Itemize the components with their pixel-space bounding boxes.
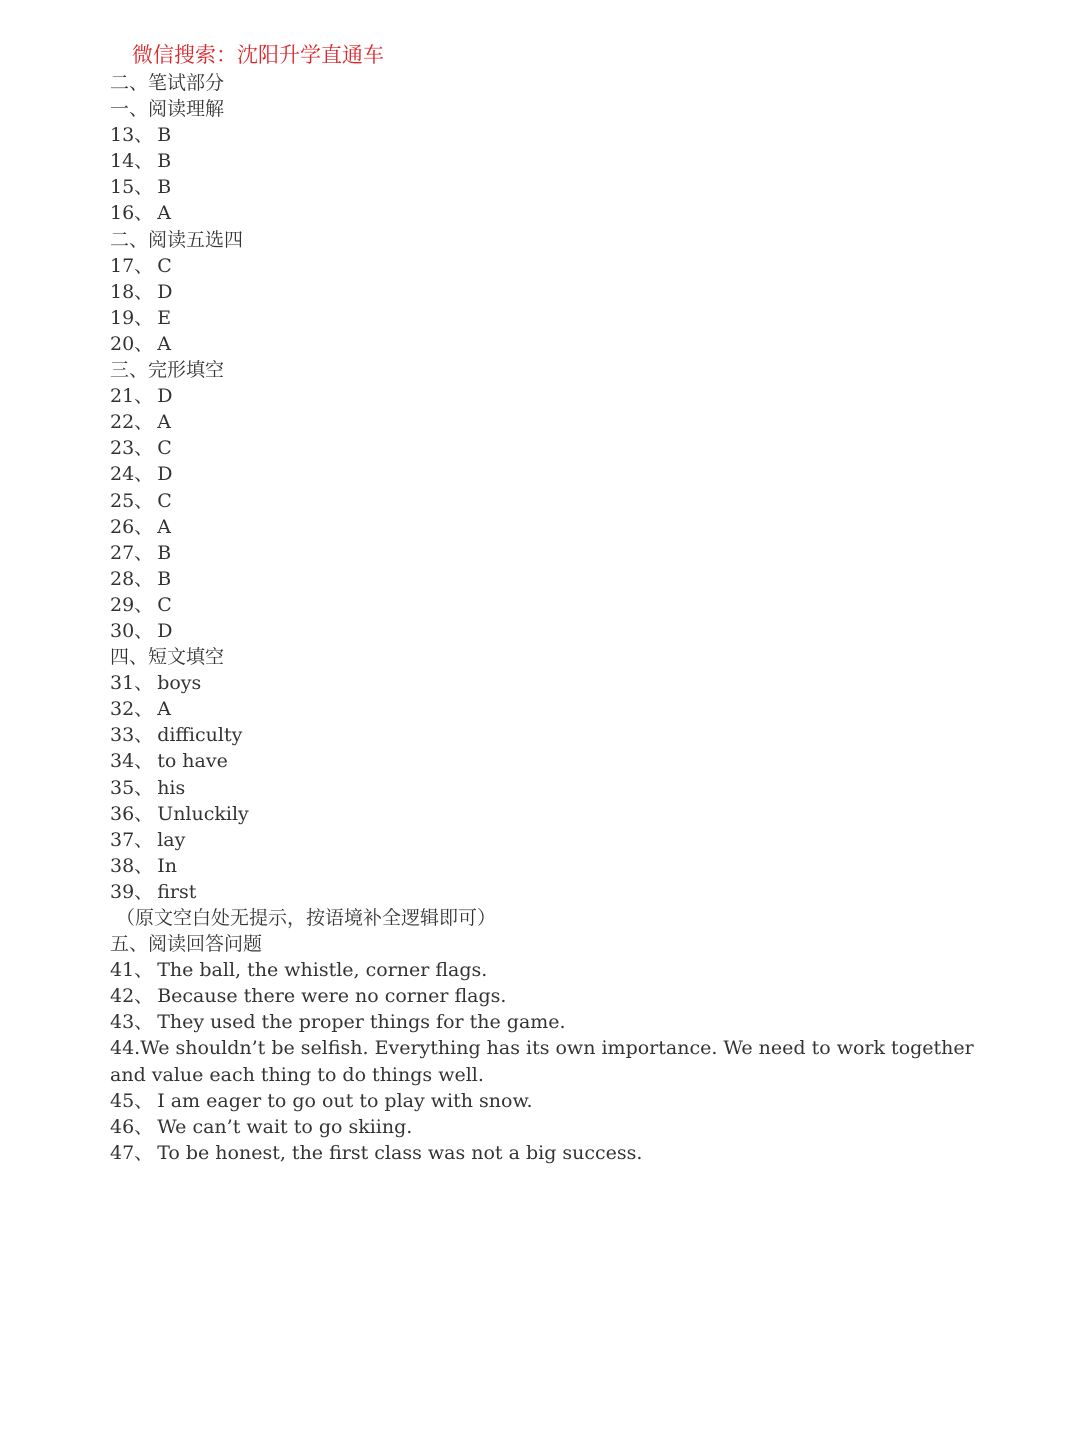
answer-line [110, 1009, 1010, 1035]
answer-text: B [157, 124, 172, 147]
question-number: 30、 [110, 619, 154, 642]
answer-lines [110, 70, 1010, 1166]
answer-line [110, 409, 1010, 435]
question-number: 15、 [110, 176, 154, 199]
answer-line [110, 566, 1010, 592]
question-number: 33、 [110, 724, 154, 747]
question-number: 20、 [110, 332, 154, 355]
section-heading: 三、完形填空 [110, 359, 225, 382]
section-heading: 五、阅读回答问题 [110, 933, 263, 956]
answer-line [110, 148, 1010, 174]
question-number: 27、 [110, 541, 154, 564]
answer-line [110, 200, 1010, 226]
answer-line [110, 488, 1010, 514]
answer-line [110, 748, 1010, 774]
answer-text: In [157, 854, 177, 877]
answer-text: B [157, 541, 172, 564]
answer-text: Unluckily [157, 802, 249, 825]
section-heading: 一、阅读理解 [110, 98, 225, 121]
answer-line [110, 827, 1010, 853]
answer-line [110, 122, 1010, 148]
question-number: 24、 [110, 463, 154, 486]
answer-text: D [157, 619, 173, 642]
question-number: 35、 [110, 776, 154, 799]
answer-line [110, 253, 1010, 279]
answer-text: A [157, 698, 171, 721]
answer-text: first [157, 880, 197, 903]
answer-document [110, 40, 1010, 1166]
question-number: 37、 [110, 828, 154, 851]
question-number: 22、 [110, 411, 154, 434]
question-number: 29、 [110, 593, 154, 616]
section-heading: 二、笔试部分 [110, 72, 225, 94]
answer-line [110, 461, 1010, 487]
question-number: 13、 [110, 124, 154, 147]
answer-line [110, 540, 1010, 566]
answer-text: To be honest, the first class was not a big success. [157, 1141, 643, 1164]
answer-text: B [157, 176, 172, 199]
answer-line [110, 305, 1010, 331]
answer-line [110, 383, 1010, 409]
answer-text: C [157, 437, 172, 460]
answer-text: E [157, 306, 172, 329]
answer-line [110, 1140, 1010, 1166]
answer-text: They used the proper things for the game. [157, 1011, 566, 1034]
question-number: 46、 [110, 1115, 154, 1138]
note-text: （原文空白处无提示，按语境补全逻辑即可） [116, 907, 497, 929]
answer-line [110, 331, 1010, 357]
question-number: 42、 [110, 985, 154, 1008]
question-number: 25、 [110, 489, 154, 512]
answer-line [110, 983, 1010, 1009]
section-heading: 四、短文填空 [110, 646, 225, 669]
answer-line [110, 775, 1010, 801]
question-number: 32、 [110, 698, 154, 721]
answer-line [110, 592, 1010, 618]
answer-line [110, 279, 1010, 305]
question-number: 34、 [110, 750, 154, 773]
answer-text: to have [157, 750, 228, 773]
question-number: 19、 [110, 306, 154, 329]
answer-text: B [157, 150, 172, 173]
question-number: 21、 [110, 385, 154, 408]
answer-line [110, 853, 1010, 879]
answer-line [110, 696, 1010, 722]
answer-line [110, 1114, 1010, 1140]
answer-text: lay [157, 828, 186, 851]
question-number: 26、 [110, 515, 154, 538]
answer-text: C [157, 489, 172, 512]
answer-text: D [157, 280, 173, 303]
answer-line [110, 722, 1010, 748]
answer-text: Because there were no corner flags. [157, 985, 507, 1008]
answer-text: boys [157, 672, 202, 695]
question-number: 38、 [110, 854, 154, 877]
question-number: 45、 [110, 1089, 154, 1112]
question-number: 18、 [110, 280, 154, 303]
answer-text: his [157, 776, 186, 799]
answer-text: A [157, 332, 171, 355]
answer-text: difficulty [157, 724, 243, 747]
answer-line [110, 670, 1010, 696]
answer-text: C [157, 254, 172, 277]
question-number: 23、 [110, 437, 154, 460]
question-number: 14、 [110, 150, 154, 173]
question-number: 47、 [110, 1141, 154, 1164]
answer-text: I am eager to go out to play with snow. [157, 1089, 533, 1112]
answer-line [110, 174, 1010, 200]
section-heading: 二、阅读五选四 [110, 228, 244, 251]
answer-text: We can’t wait to go skiing. [157, 1115, 413, 1138]
answer-text: D [157, 385, 173, 408]
answer-text: D [157, 463, 173, 486]
answer-text: The ball, the whistle, corner flags. [157, 959, 488, 982]
answer-text: B [157, 567, 172, 590]
question-number: 36、 [110, 802, 154, 825]
answer-line [110, 514, 1010, 540]
answer-text: A [157, 202, 171, 225]
question-number: 31、 [110, 672, 154, 695]
question-number: 28、 [110, 567, 154, 590]
question-number: 17、 [110, 254, 154, 277]
answer-line [110, 618, 1010, 644]
answer-paragraph: 44.We shouldn’t be selfish. Everything has its own importance. We need to work together and value each thing to do things well. [110, 1037, 974, 1086]
question-number: 39、 [110, 880, 154, 903]
answer-line [110, 435, 1010, 461]
answer-line [110, 1088, 1010, 1114]
question-number: 43、 [110, 1011, 154, 1034]
answer-text: A [157, 515, 171, 538]
question-number: 16、 [110, 202, 154, 225]
wechat-search-header: 微信搜索：沈阳升学直通车 [132, 43, 384, 67]
answer-text: C [157, 593, 172, 616]
answer-line [110, 879, 1010, 905]
question-number: 41、 [110, 959, 154, 982]
answer-line [110, 801, 1010, 827]
answer-line [110, 957, 1010, 983]
answer-text: A [157, 411, 171, 434]
